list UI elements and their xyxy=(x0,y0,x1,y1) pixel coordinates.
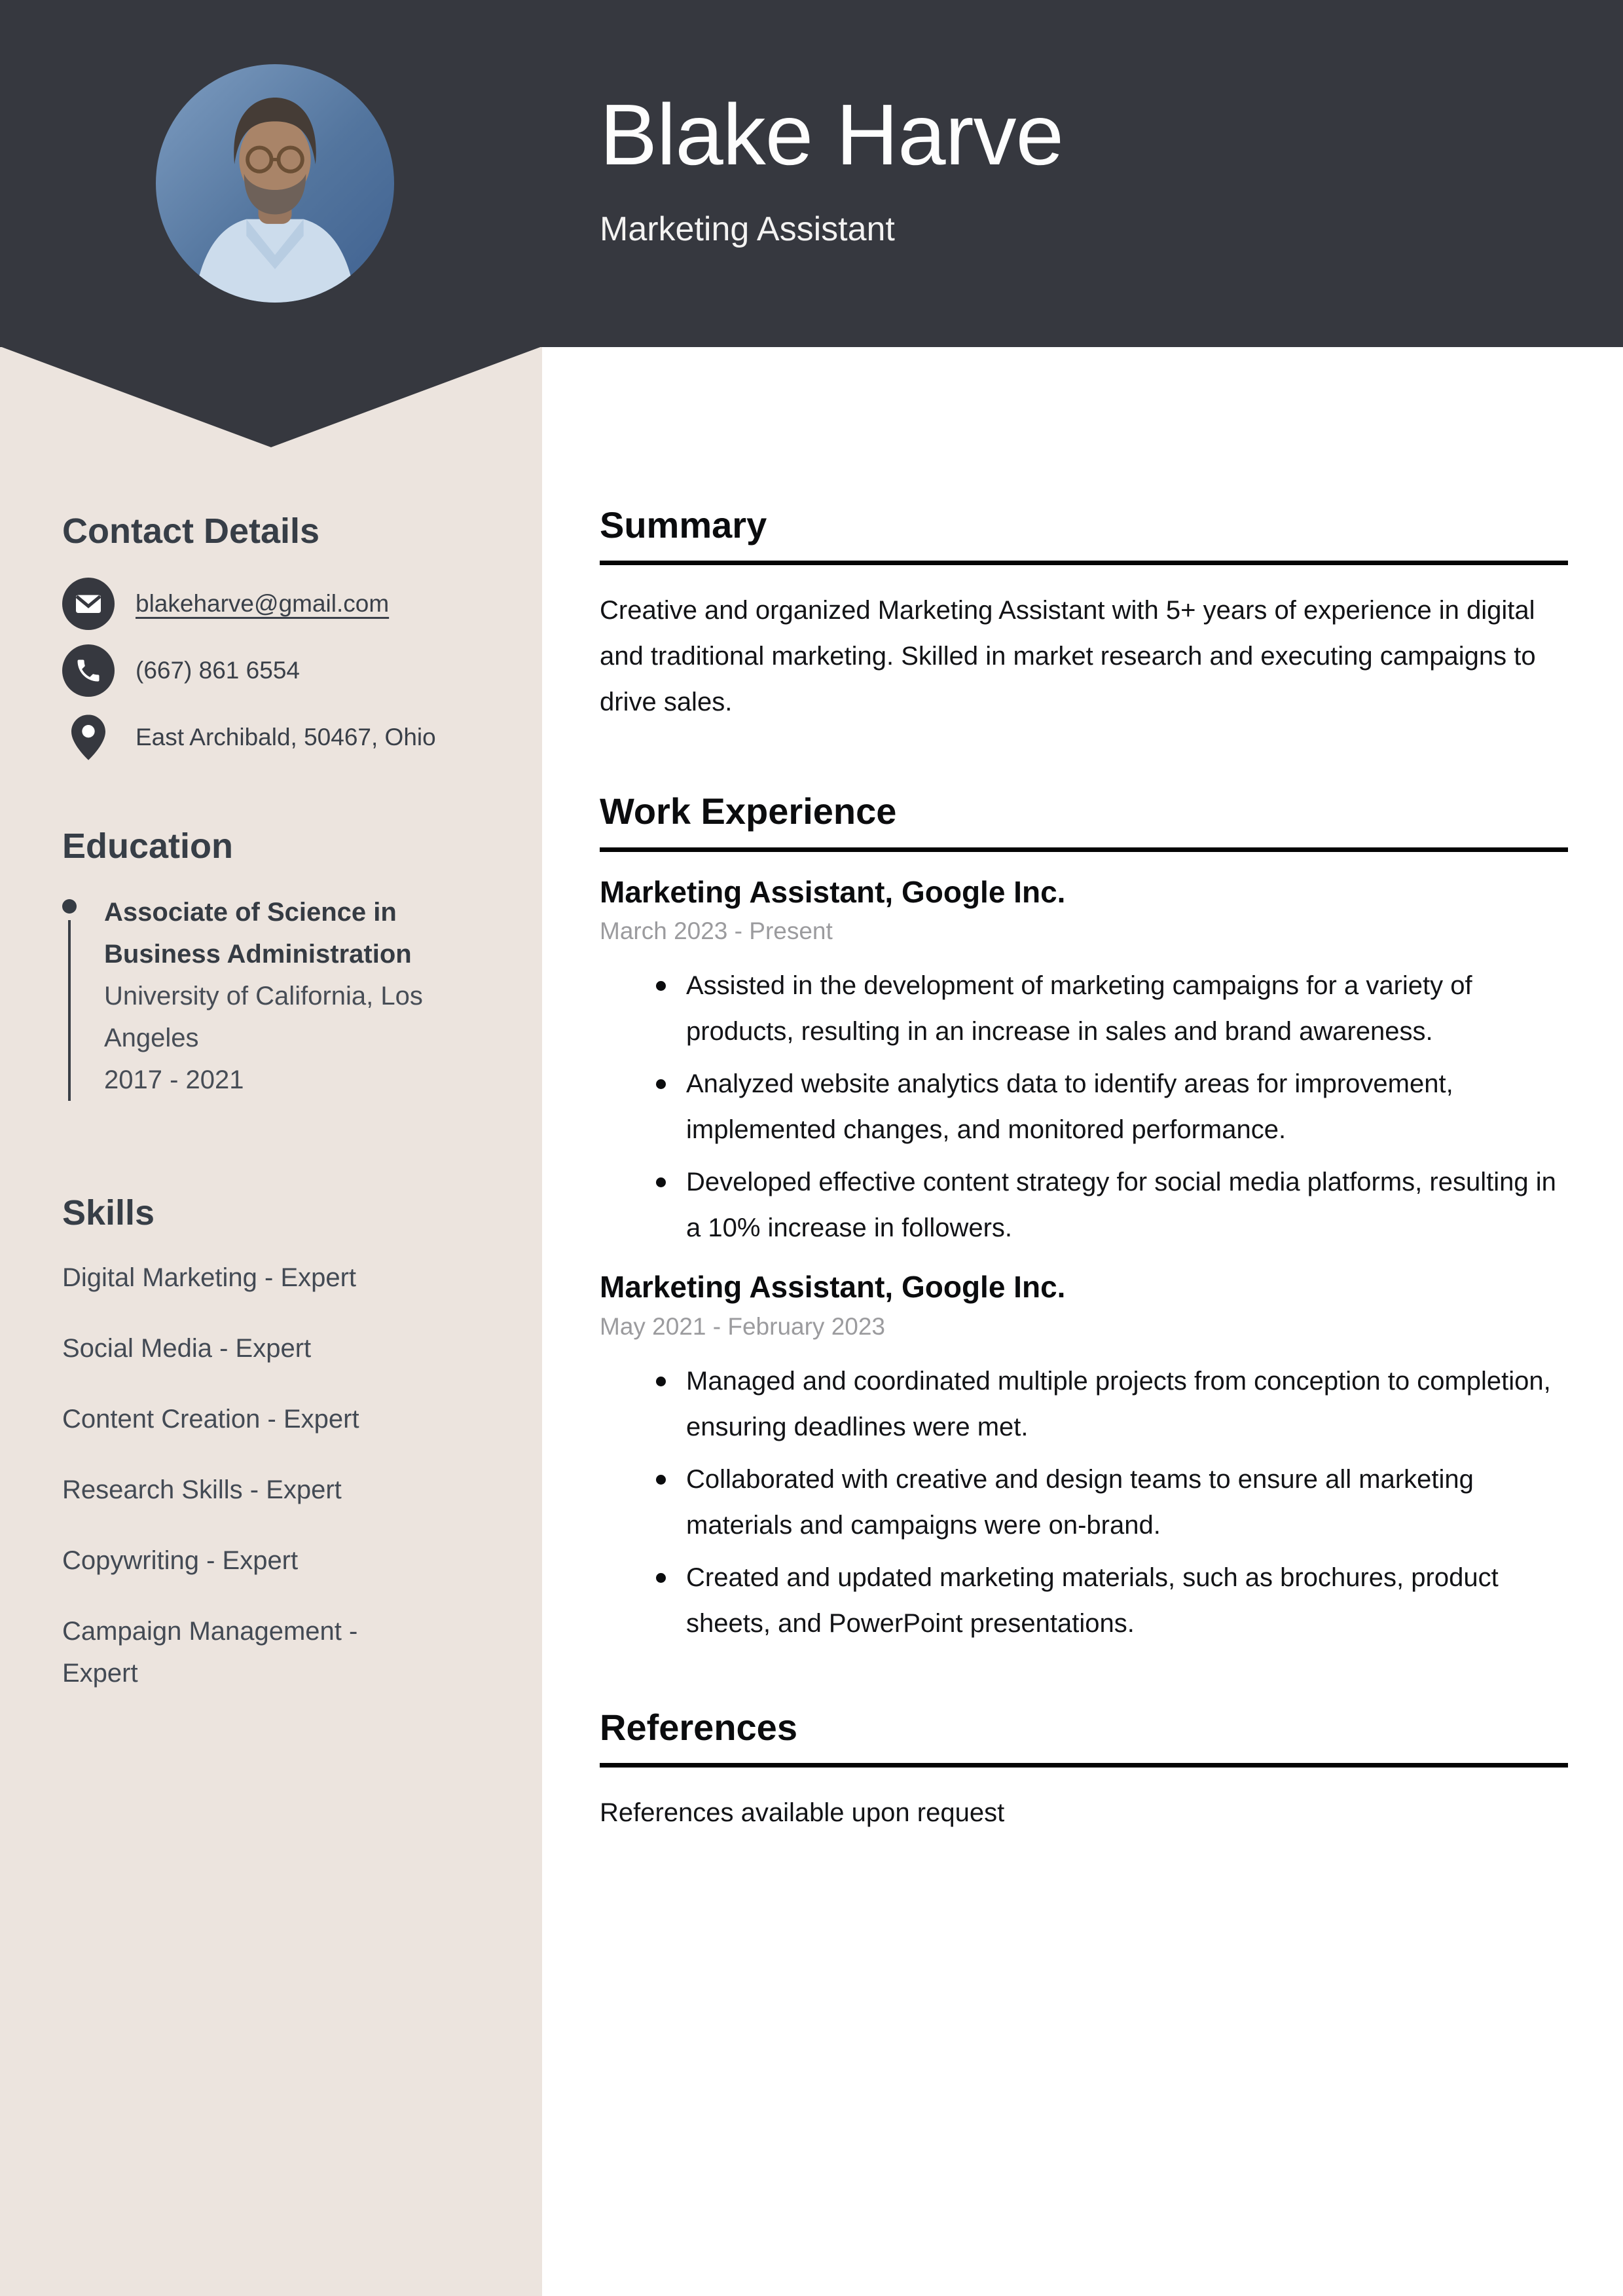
school-name: University of California, Los Angeles xyxy=(104,982,423,1053)
education-timeline-marker xyxy=(62,891,77,1101)
contact-item-phone xyxy=(62,644,517,697)
email-text xyxy=(136,588,389,620)
person-name: Blake Harve xyxy=(600,86,1063,183)
job-entry xyxy=(600,874,1568,1251)
skills-heading: Skills xyxy=(62,1193,155,1233)
section-divider xyxy=(600,1763,1568,1768)
job-entry xyxy=(600,1269,1568,1646)
job-dates: May 2021 - February 2023 xyxy=(600,1312,886,1340)
job-dates: March 2023 - Present xyxy=(600,917,833,944)
bullet-dot-icon xyxy=(62,899,77,914)
education-dates: 2017 - 2021 xyxy=(104,1065,244,1095)
skill-item: Campaign Management - Expert xyxy=(62,1617,358,1688)
experience-heading: Work Experience xyxy=(600,790,897,832)
contact-list xyxy=(62,578,517,764)
timeline-line xyxy=(68,920,71,1101)
bullet-item: Developed effective content strategy for social media platforms, resulting in a 10% increase in followers. xyxy=(600,1159,1568,1251)
section-divider xyxy=(600,847,1568,852)
contact-section xyxy=(62,511,517,764)
contact-heading: Contact Details xyxy=(62,511,320,551)
person-title: Marketing Assistant xyxy=(600,210,895,248)
phone-text: (667) 861 6554 xyxy=(136,657,300,684)
bullet-item: Created and updated marketing materials, such as brochures, product sheets, and PowerPoint presentations. xyxy=(600,1555,1568,1646)
profile-photo xyxy=(156,64,394,303)
bullet-item: Collaborated with creative and design teams to ensure all marketing materials and campaigns were on-brand. xyxy=(600,1456,1568,1548)
bullet-item: Analyzed website analytics data to identify areas for improvement, implemented changes, and monitored performance. xyxy=(600,1061,1568,1153)
summary-heading: Summary xyxy=(600,504,767,546)
email-icon xyxy=(62,578,115,630)
bullet-item: Managed and coordinated multiple projects from conception to completion, ensuring deadlines were met. xyxy=(600,1358,1568,1450)
skill-item: Digital Marketing - Expert xyxy=(62,1263,357,1293)
job-bullet-list xyxy=(600,963,1568,1251)
references-section xyxy=(600,1707,1568,1836)
contact-item-email xyxy=(62,578,517,630)
phone-icon xyxy=(62,644,115,697)
job-bullet-list xyxy=(600,1358,1568,1646)
education-heading: Education xyxy=(62,826,234,866)
location-text: East Archibald, 50467, Ohio xyxy=(136,724,436,751)
section-divider xyxy=(600,561,1568,565)
location-icon xyxy=(62,711,115,764)
skill-item: Research Skills - Expert xyxy=(62,1475,342,1505)
education-entry xyxy=(62,891,517,1101)
job-title: Marketing Assistant, Google Inc. xyxy=(600,1270,1066,1305)
education-details xyxy=(104,891,517,1101)
contact-item-location xyxy=(62,711,517,764)
bullet-item: Assisted in the development of marketing campaigns for a variety of products, resulting in an increase in sales and brand awareness. xyxy=(600,963,1568,1054)
skills-list xyxy=(62,1257,517,1694)
summary-text: Creative and organized Marketing Assistant with 5+ years of experience in digital and traditional marketing. Skilled in market research and executing campaigns to drive sales. xyxy=(600,596,1536,717)
sidebar xyxy=(0,511,542,1723)
references-heading: References xyxy=(600,1706,797,1748)
references-text: References available upon request xyxy=(600,1798,1005,1828)
education-section xyxy=(62,826,517,1101)
email-link[interactable]: blakeharve@gmail.com xyxy=(136,590,390,618)
skill-item: Content Creation - Expert xyxy=(62,1405,359,1434)
skills-section xyxy=(62,1193,517,1694)
portrait-placeholder xyxy=(156,64,394,303)
summary-section xyxy=(600,504,1568,725)
main-content xyxy=(600,504,1568,1836)
header-text xyxy=(600,86,1063,248)
job-title: Marketing Assistant, Google Inc. xyxy=(600,874,1066,909)
experience-section xyxy=(600,790,1568,1646)
degree-name: Associate of Science in Business Administration xyxy=(104,898,412,969)
skill-item: Social Media - Expert xyxy=(62,1334,312,1363)
skill-item: Copywriting - Expert xyxy=(62,1546,299,1576)
